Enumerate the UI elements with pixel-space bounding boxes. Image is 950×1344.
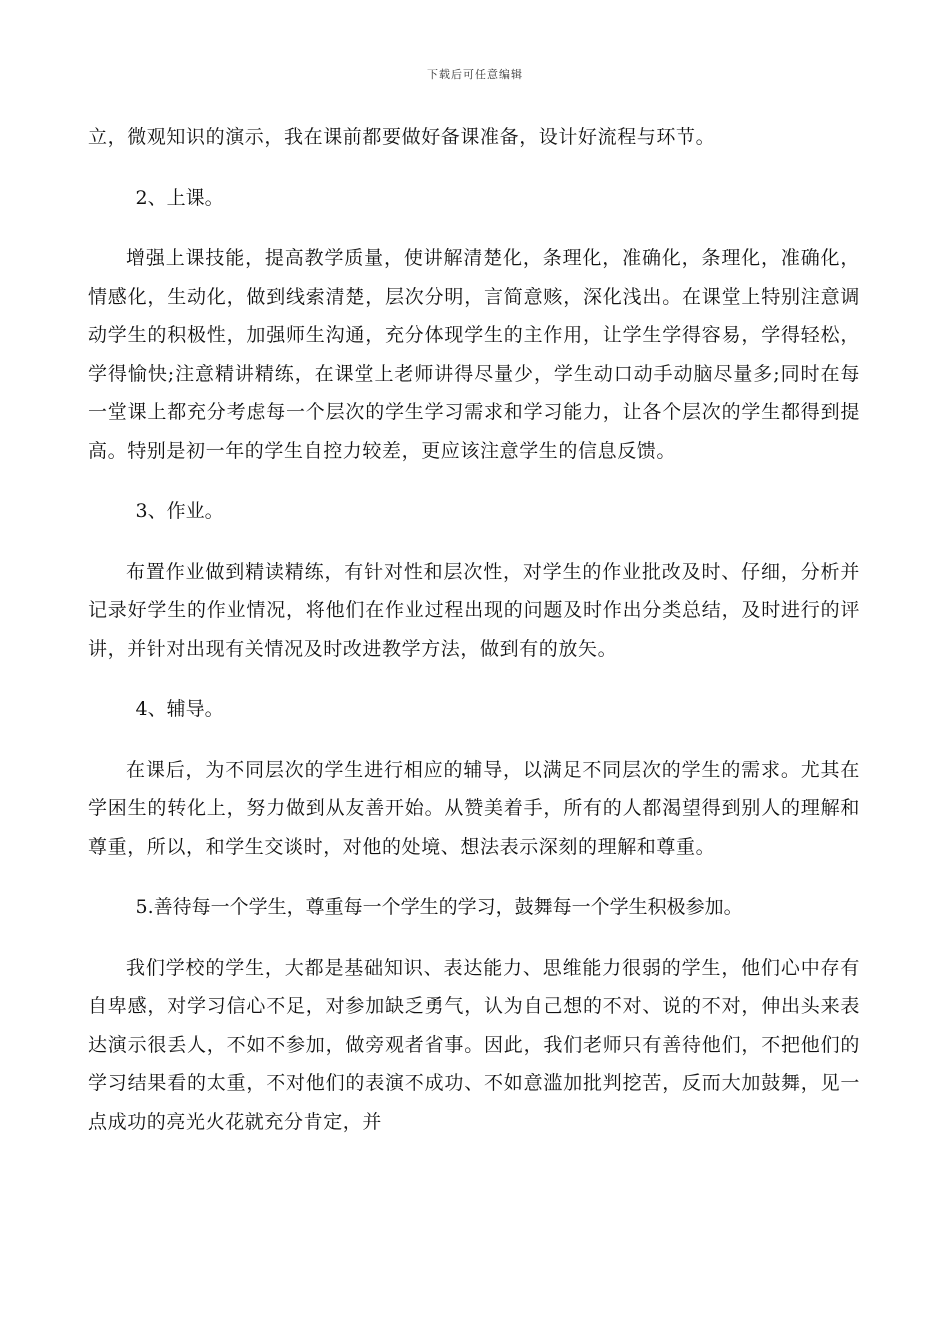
section-heading-class: 2、上课。 [135,186,224,209]
section-heading-homework: 3、作业。 [135,500,224,522]
document-body [88,118,860,1163]
paragraph-homework: 布置作业做到精读精练，有针对性和层次性，对学生的作业批改及时、仔细，分析并记录好学生的作业情况，将他们在作业过程出现的问题及时作出分类总结，及时进行的评讲，并针对出现有关情况及时改进教学方法，做到有的放矢。 [88,560,860,660]
paragraph-tutoring: 在课后，为不同层次的学生进行相应的辅导，以满足不同层次的学生的需求。尤其在学困生的转化上，努力做到从友善开始。从赞美着手，所有的人都渴望得到别人的理解和尊重，所以，和学生交谈时，对他的处境、想法表示深刻的理解和尊重。 [88,758,860,858]
section-heading-students: 5.善待每一个学生，尊重每一个学生的学习，鼓舞每一个学生积极参加。 [135,896,743,918]
paragraph-students: 我们学校的学生，大都是基础知识、表达能力、思维能力很弱的学生，他们心中存有自卑感，对学习信心不足，对参加缺乏勇气，认为自己想的不对、说的不对，伸出头来表达演示很丢人，不如不参加，做旁观者省事。因此，我们老师只有善待他们，不把他们的学习结果看的太重，不对他们的表演不成功、不如意滥加批判挖苦，反而大加鼓舞，见一点成功的亮光火花就充分肯定，并 [88,956,860,1133]
paragraph-class: 增强上课技能，提高教学质量，使讲解清楚化，条理化，准确化，条理化，准确化，情感化，生动化，做到线索清楚，层次分明，言简意赅，深化浅出。在课堂上特别注意调动学生的积极性，加强师生沟通，充分体现学生的主作用，让学生学得容易，学得轻松，学得愉快;注意精讲精练，在课堂上老师讲得尽量少，学生动口动手动脑尽量多;同时在每一堂课上都充分考虑每一个层次的学生学习需求和学习能力，让各个层次的学生都得到提高。特别是初一年的学生自控力较差，更应该注意学生的信息反馈。 [88,247,860,462]
paragraph-continuation: 立，微观知识的演示，我在课前都要做好备课准备，设计好流程与环节。 [88,126,716,148]
section-heading-tutoring: 4、辅导。 [135,698,224,720]
page-header: 下载后可任意编辑 [427,68,523,81]
